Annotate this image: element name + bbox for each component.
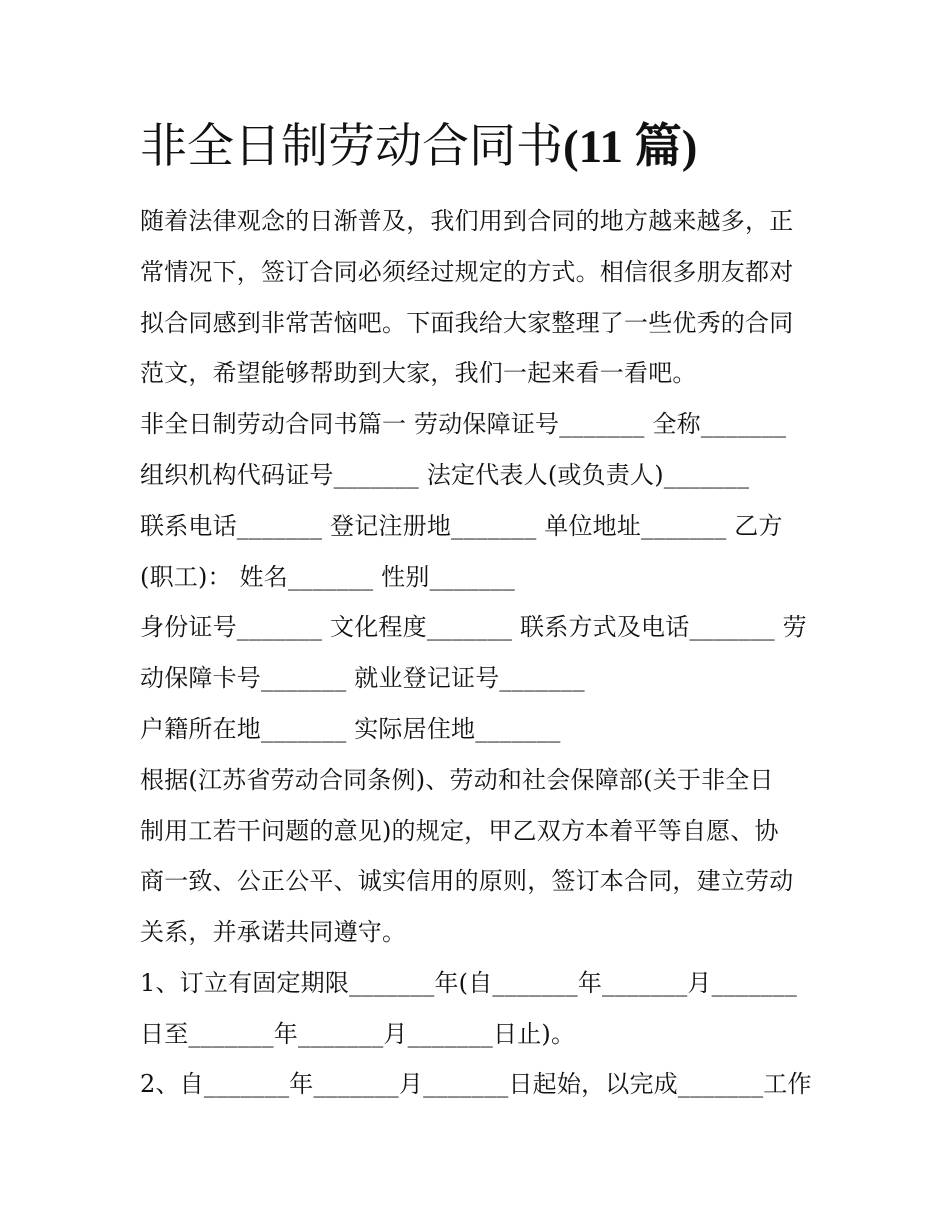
clause-2-line-1: 2、自_______年_______月_______日起始，以完成_______工作: [140, 1070, 812, 1098]
intro-line-4: 范文，希望能够帮助到大家，我们一起来看一看吧。: [140, 359, 697, 387]
title-main: 非全日制劳动合同书: [140, 119, 563, 174]
basis-line-1: 根据(江苏省劳动合同条例)、劳动和社会保障部(关于非全日: [140, 766, 774, 794]
clause-1-line-2: 日至_______年_______月_______日止)。: [140, 1020, 576, 1048]
document-title: [140, 112, 840, 182]
employee-id-line: 身份证号_______ 文化程度_______ 联系方式及电话_______ 劳: [140, 613, 807, 641]
employer-org-code-line: 组织机构代码证号_______ 法定代表人(或负责人)_______: [140, 461, 750, 489]
basis-line-3: 商一致、公正公平、诚实信用的原则，签订本合同，建立劳动: [140, 867, 794, 895]
intro-line-1: 随着法律观念的日渐普及，我们用到合同的地方越来越多，正: [140, 207, 794, 235]
employee-card-line: 动保障卡号_______ 就业登记证号_______: [140, 664, 585, 692]
title-count: (11 篇): [563, 121, 698, 173]
employer-contact-line: 联系电话_______ 登记注册地_______ 单位地址_______ 乙方: [140, 512, 783, 540]
intro-line-3: 拟合同感到非常苦恼吧。下面我给大家整理了一些优秀的合同: [140, 309, 794, 337]
clause-1-line-1: 1、订立有固定期限_______年(自_______年_______月_______: [140, 969, 798, 997]
basis-line-4: 关系，并承诺共同遵守。: [140, 918, 407, 946]
section-heading-line: 非全日制劳动合同书篇一 劳动保障证号_______ 全称_______: [140, 410, 787, 438]
basis-line-2: 制用工若干问题的意见)的规定，甲乙双方本着平等自愿、协: [140, 817, 779, 845]
intro-line-2: 常情况下，签订合同必须经过规定的方式。相信很多朋友都对: [140, 258, 794, 286]
employee-residence-line: 户籍所在地_______ 实际居住地_______: [140, 715, 561, 743]
employee-name-line: (职工)： 姓名_______ 性别_______: [140, 563, 515, 591]
